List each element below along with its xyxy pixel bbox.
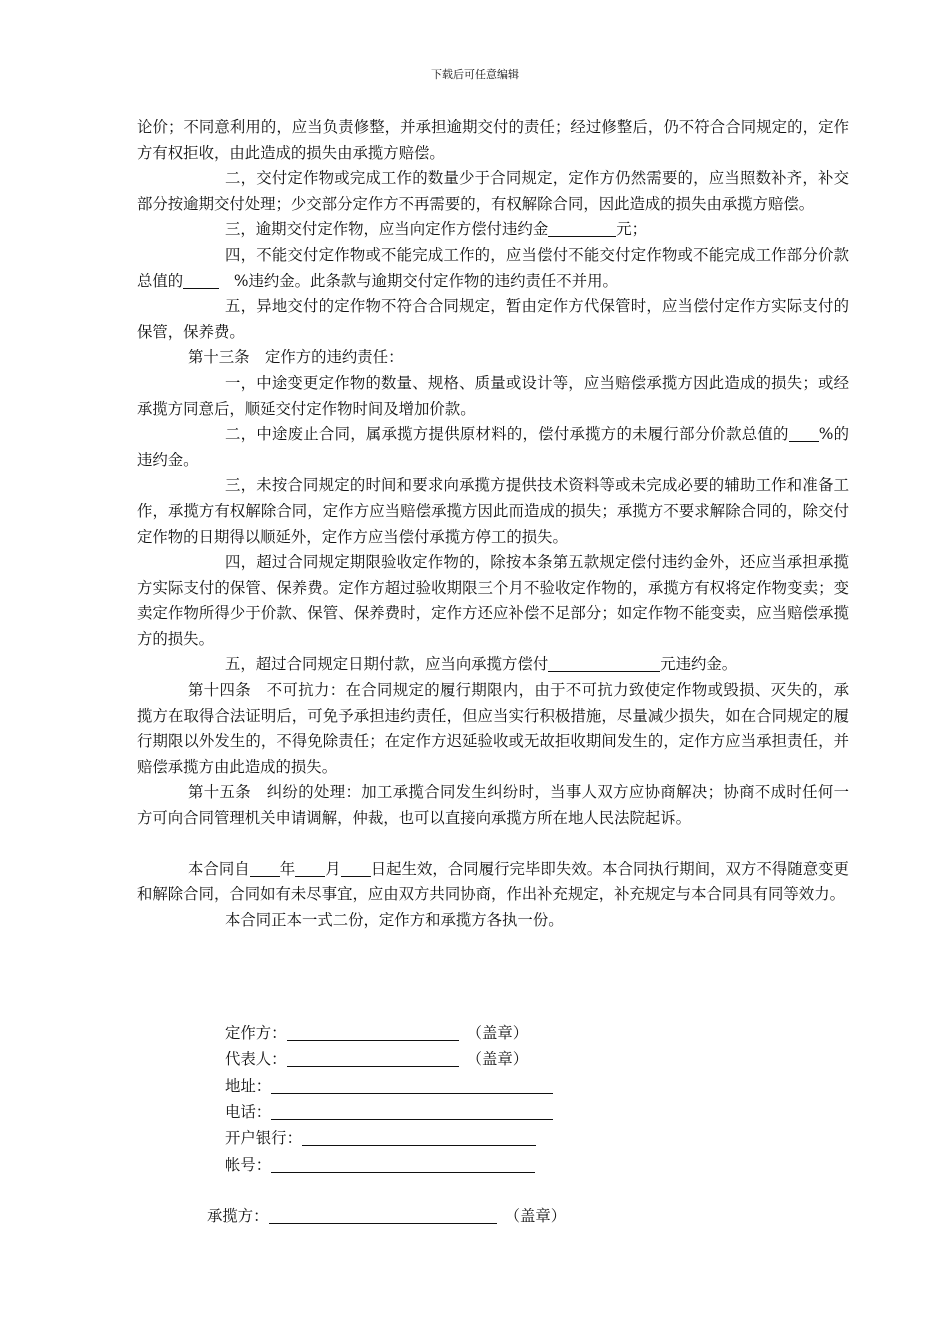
paragraph-change-specs: 一，中途变更定作物的数量、规格、质量或设计等，应当赔偿承揽方因此造成的损失；或经承揽方同意后，顺延交付定作物时间及增加价款。	[137, 373, 849, 418]
page-header-note: 下载后可任意编辑	[431, 68, 519, 81]
paragraph-quantity-shortfall: 二，交付定作物或完成工作的数量少于合同规定，定作方仍然需要的，应当照数补齐，补交部分按逾期交付处理；少交部分定作方不再需要的，有权解除合同，因此造成的损失由承揽方赔偿。	[137, 169, 849, 213]
account-label: 帐号：	[225, 1156, 272, 1174]
late-payment-text: 五，超过合同规定日期付款，应当向承揽方偿付	[225, 655, 549, 674]
account-line	[271, 1156, 535, 1173]
paragraph-abort-contract	[137, 422, 849, 473]
effective-day-blank	[341, 860, 371, 877]
effective-year-label: 年	[279, 859, 296, 878]
abort-percent-blank	[789, 425, 819, 442]
non-delivery-tail: %违约金。此条款与逾期交付定作物的违约责任不并用。	[233, 271, 618, 290]
late-payment-amount-blank	[548, 655, 660, 672]
representative-seal: （盖章）	[466, 1050, 529, 1068]
paragraph-late-delivery	[137, 217, 849, 243]
non-delivery-percent-blank	[183, 272, 219, 289]
representative-label: 代表人：	[225, 1050, 287, 1068]
address-line	[271, 1077, 553, 1094]
abort-tail: %的违约金。	[137, 425, 849, 469]
effective-text-rest: 日起生效，合同履行完毕即失效。本合同执行期间，双方不得随意变更和解除合同，合同如有未尽事宜，应由双方共同协商，作出补充规定，补充规定与本合同具有同等效力。	[137, 859, 849, 904]
party-a-seal: （盖章）	[466, 1024, 529, 1042]
article-13-title: 第十三条 定作方的违约责任：	[188, 348, 404, 367]
paragraph-copies: 本合同正本一式二份，定作方和承揽方各执一份。	[225, 910, 564, 929]
signature-address	[225, 1074, 553, 1100]
abort-text: 二，中途废止合同，属承揽方提供原材料的，偿付承揽方的未履行部分价款总值的	[225, 425, 789, 444]
bank-line	[302, 1129, 536, 1146]
paragraph-technical-data: 三，未按合同规定的时间和要求向承揽方提供技术资料等或未完成必要的辅助工作和准备工作，承揽方有权解除合同，定作方应当赔偿承揽方因此而造成的损失；承揽方不要求解除合同的，除交付定作物的日期得以顺延外，定作方应当偿付承揽方停工的损失。	[137, 476, 849, 546]
party-b-seal: （盖章）	[504, 1207, 567, 1225]
late-delivery-amount-blank	[548, 220, 616, 237]
effective-text-start: 本合同自	[188, 859, 250, 878]
signature-account	[225, 1153, 535, 1179]
party-a-line	[287, 1024, 459, 1041]
paragraph-pricing: 论价；不同意利用的，应当负责修整，并承担逾期交付的责任；经过修整后，仍不符合合同规定的，定作方有权拒收，由此造成的损失由承揽方赔偿。	[137, 118, 849, 162]
signature-phone	[225, 1100, 553, 1126]
paragraph-effective-date	[137, 857, 849, 908]
signature-party-a	[225, 1021, 528, 1047]
signature-bank	[225, 1126, 536, 1152]
late-delivery-text: 三，逾期交付定作物，应当向定作方偿付违约金	[225, 220, 549, 239]
party-b-label: 承揽方：	[207, 1207, 269, 1225]
party-b-line	[269, 1207, 497, 1224]
signature-party-b	[207, 1204, 566, 1230]
signature-representative	[225, 1047, 528, 1073]
article-14-force-majeure: 第十四条 不可抗力：在合同规定的履行期限内，由于不可抗力致使定作物或毁损、灭失的，承揽方在取得合法证明后，可免予承担违约责任，但应当实行积极措施，尽量减少损失，如在合同规定的履行期限以外发生的，不得免除责任；在定作方迟延验收或无故拒收期间发生的，定作方应当承担责任，并赔偿承揽方由此造成的损失。	[137, 681, 849, 776]
representative-line	[287, 1050, 459, 1067]
late-delivery-unit: 元；	[616, 220, 648, 239]
paragraph-late-acceptance: 四，超过合同规定期限验收定作物的，除按本条第五款规定偿付违约金外，还应当承担承揽方实际支付的保管、保养费。定作方超过验收期限三个月不验收定作物的，承揽方有权将定作物变卖；变卖定作物所得少于价款、保管、保养费时，定作方还应补偿不足部分；如定作物不能变卖，应当赔偿承揽方的损失。	[137, 553, 849, 648]
non-delivery-text: 四，不能交付定作物或不能完成工作的，应当偿付不能交付定作物或不能完成工作部分价款总值的	[137, 245, 849, 290]
phone-line	[271, 1103, 553, 1120]
phone-label: 电话：	[225, 1103, 272, 1121]
late-payment-tail: 元违约金。	[660, 655, 738, 674]
paragraph-remote-delivery: 五，异地交付的定作物不符合合同规定，暂由定作方代保管时，应当偿付定作方实际支付的保管，保养费。	[137, 297, 849, 341]
contract-body	[137, 115, 849, 933]
paragraph-late-payment	[137, 652, 849, 678]
effective-month-blank	[295, 860, 325, 877]
paragraph-non-delivery	[137, 243, 849, 294]
address-label: 地址：	[225, 1077, 272, 1095]
effective-month-label: 月	[325, 859, 341, 878]
bank-label: 开户银行：	[225, 1129, 302, 1147]
article-15-disputes: 第十五条 纠纷的处理：加工承揽合同发生纠纷时，当事人双方应协商解决；协商不成时任何一方可向合同管理机关申请调解，仲裁，也可以直接向承揽方所在地人民法院起诉。	[137, 783, 849, 828]
effective-year-blank	[250, 860, 280, 877]
party-a-label: 定作方：	[225, 1024, 287, 1042]
